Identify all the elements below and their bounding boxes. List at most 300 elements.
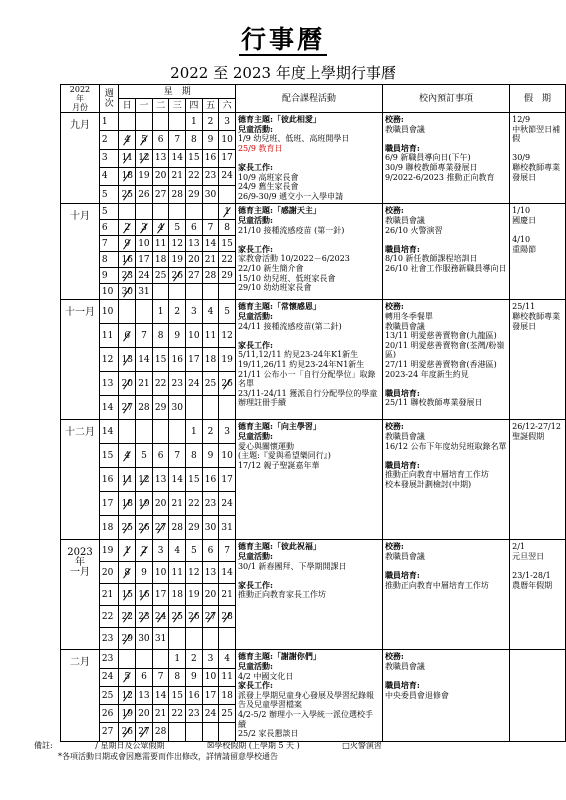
calendar-week-row (61, 300, 566, 324)
calendar-day: 25 (202, 372, 219, 396)
calendar-day: 18 (169, 584, 186, 606)
calendar-day: 12 (186, 562, 203, 584)
calendar-day: 15 (219, 236, 236, 252)
month-holiday: 12/9 中秋節翌日補假 30/9 聯校教師專業發展日 (510, 113, 566, 204)
calendar-day: 19 (136, 167, 153, 185)
week-number: 9 (99, 268, 119, 284)
calendar-day: 30 (202, 516, 219, 540)
calendar-day: 3 (152, 540, 169, 562)
calendar-day: 28 (169, 516, 186, 540)
calendar-day: 27 (186, 268, 203, 284)
calendar-day: 1 (169, 650, 186, 668)
calendar-day: 18 (152, 252, 169, 268)
calendar-day: 27 (136, 723, 153, 741)
month-label: 九月 (61, 113, 100, 204)
calendar-day: 21 (169, 167, 186, 185)
calendar-day: 27 (119, 396, 136, 420)
calendar-day: 6 (119, 324, 136, 348)
calendar-day: 25 (219, 705, 236, 723)
month-school: 校務: 轉用冬季餐單 教職員會議 13/11 明愛慈善賣物會(九龍區) 20/11 明愛慈善賣物會(荃灣/粉嶺區) 27/11 明愛慈善賣物會(香港區) 2023-24 年度新生約見 職員培育: 25/11 聯校教師專業發展日 (382, 300, 509, 420)
calendar-day: 15 (186, 468, 203, 492)
calendar-day: 25 (152, 268, 169, 284)
calendar-day: 26 (186, 606, 203, 628)
calendar-day: 23 (186, 705, 203, 723)
calendar-day: 16 (202, 149, 219, 167)
calendar-day (202, 396, 219, 420)
calendar-day: 13 (186, 236, 203, 252)
calendar-day: 17 (152, 584, 169, 606)
calendar-day: 16 (169, 348, 186, 372)
calendar-day: 26 (119, 723, 136, 741)
calendar-day: 11 (152, 236, 169, 252)
calendar-day: 16 (202, 468, 219, 492)
calendar-day: 28 (152, 723, 169, 741)
calendar-day: 24 (219, 492, 236, 516)
calendar-day: 24 (152, 606, 169, 628)
week-number: 10 (99, 300, 119, 324)
calendar-day: 18 (119, 492, 136, 516)
month-activities: 德育主題:「彼此相愛」 兒童活動: 1/9 幼兒班、低班、高班開學日 25/9 教育日 家長工作: 10/9 高班家長會 24/9 舊生家長會 26/9-30/9 遞交小一入學申請 (235, 113, 382, 204)
month-holiday: 25/11 聯校教師專業發展日 (510, 300, 566, 420)
calendar-day: 19 (119, 705, 136, 723)
calendar-day (219, 284, 236, 300)
calendar-day: 30 (119, 284, 136, 300)
month-school: 校務: 教職員會議 職員培育: 6/9 新職員導向日(下午) 30/9 聯校教師專業發展日 9/2022-6/2023 推動正向教育 (382, 113, 509, 204)
week-number: 12 (99, 348, 119, 372)
month-holiday (510, 650, 566, 741)
calendar-day: 31 (152, 628, 169, 650)
header-holiday: 假 期 (510, 85, 566, 113)
month-school: 校務: 教職員會議 16/12 公布下年度幼兒班取錄名單 職員培育: 推動正向教育中層培育工作坊 校本發展計劃檢討(中期) (382, 420, 509, 540)
calendar-day: 20 (152, 492, 169, 516)
header-day-4: 四 (186, 99, 203, 113)
calendar-day: 23 (202, 167, 219, 185)
calendar-day: 5 (169, 220, 186, 236)
calendar-day: 9 (119, 236, 136, 252)
calendar-day: 20 (202, 584, 219, 606)
calendar-week-row (61, 113, 566, 131)
calendar-day (119, 420, 136, 444)
week-number: 3 (99, 149, 119, 167)
calendar-day: 12 (169, 236, 186, 252)
calendar-day: 13 (119, 348, 136, 372)
month-school: 校務: 教職員會議 職員培育: 推動正向教育中層培育工作坊 (382, 540, 509, 650)
calendar-day (152, 650, 169, 668)
calendar-day: 12 (219, 324, 236, 348)
week-number: 15 (99, 444, 119, 468)
calendar-day (202, 723, 219, 741)
calendar-day: 24 (186, 372, 203, 396)
calendar-day (152, 420, 169, 444)
header-day-2: 二 (152, 99, 169, 113)
calendar-day: 25 (119, 516, 136, 540)
month-activities: 德育主題:「常懷感恩」 兒童活動: 24/11 接種流感疫苗(第二針) 家長工作: 5/11,12/11 約見23-24年K1新生 19/11,26/11 約見23-24年N1新生 21/11 公布小一「自行分配學位」取錄名單 23/11-24/11 獲派自行分配學位的學童辦理註冊手續 (235, 300, 382, 420)
calendar-day (219, 723, 236, 741)
month-activities: 德育主題:「彼此祝福」 兒童活動: 30/1 新春團拜、下學期開課日 家長工作: 推動正向教育家長工作坊 (235, 540, 382, 650)
calendar-day: 21 (169, 492, 186, 516)
calendar-day: 14 (202, 236, 219, 252)
calendar-day: 4 (119, 444, 136, 468)
month-activities: 德育主題:「謝謝你們」 兒童活動: 4/2 中國文化日 家長工作: 派發上學期兒童身心發展及學習紀錄報告及兒童學習檔案 4/2-5/2 辦理小一入學統一派位選校手續 25/2 家長懇談日 (235, 650, 382, 741)
header-day-6: 六 (219, 99, 236, 113)
calendar-day: 10 (186, 324, 203, 348)
week-number: 27 (99, 723, 119, 741)
month-school: 校務: 教職員會議 26/10 火警演習 職員培育: 8/10 新任教師課程培訓日 26/10 社會工作服務新職員導向日 (382, 204, 509, 300)
week-number: 20 (99, 562, 119, 584)
calendar-day: 7 (169, 444, 186, 468)
calendar-day: 23 (202, 492, 219, 516)
month-holiday: 1/10 國慶日 4/10 重陽節 (510, 204, 566, 300)
calendar-day: 9 (202, 444, 219, 468)
month-label: 二月 (61, 650, 100, 741)
calendar-day (186, 396, 203, 420)
calendar-day: 30 (169, 396, 186, 420)
calendar-day: 21 (136, 372, 153, 396)
calendar-day: 26 (136, 516, 153, 540)
calendar-day: 15 (119, 584, 136, 606)
calendar-day: 30 (136, 628, 153, 650)
calendar-day: 18 (202, 348, 219, 372)
calendar-day: 28 (202, 268, 219, 284)
calendar-day: 24 (136, 268, 153, 284)
week-number: 22 (99, 606, 119, 628)
week-number: 24 (99, 668, 119, 686)
calendar-day: 18 (119, 167, 136, 185)
header-school: 校內預訂事項 (382, 85, 509, 113)
calendar-day: 2 (119, 220, 136, 236)
calendar-day: 10 (136, 236, 153, 252)
calendar-day: 4 (169, 540, 186, 562)
header-activities: 配合課程活動 (235, 85, 382, 113)
calendar-day: 21 (202, 252, 219, 268)
calendar-day: 28 (219, 606, 236, 628)
calendar-day: 6 (186, 220, 203, 236)
calendar-day: 20 (152, 167, 169, 185)
calendar-day (152, 113, 169, 131)
calendar-day (169, 420, 186, 444)
calendar-day: 4 (152, 220, 169, 236)
calendar-day: 8 (186, 444, 203, 468)
calendar-day: 6 (152, 444, 169, 468)
week-number: 5 (99, 204, 119, 220)
calendar-day: 28 (169, 186, 186, 204)
calendar-day (136, 650, 153, 668)
calendar-day: 20 (186, 252, 203, 268)
calendar-day: 31 (136, 284, 153, 300)
calendar-day: 10 (219, 444, 236, 468)
calendar-day: 1 (119, 540, 136, 562)
calendar-day: 9 (186, 668, 203, 686)
calendar-day (136, 300, 153, 324)
week-number: 23 (99, 650, 119, 668)
month-label: 十月 (61, 204, 100, 300)
calendar-day: 15 (152, 348, 169, 372)
calendar-day: 8 (119, 562, 136, 584)
calendar-day: 24 (219, 167, 236, 185)
calendar-day: 8 (169, 668, 186, 686)
calendar-day (169, 723, 186, 741)
calendar-day: 7 (202, 220, 219, 236)
week-number: 5 (99, 186, 119, 204)
calendar-day: 11 (119, 149, 136, 167)
calendar-day: 2 (136, 540, 153, 562)
calendar-day: 22 (152, 372, 169, 396)
calendar-day: 17 (219, 149, 236, 167)
footer-legend (34, 740, 422, 751)
calendar-day (219, 396, 236, 420)
calendar-day: 18 (219, 686, 236, 704)
calendar-day: 22 (119, 606, 136, 628)
calendar-day: 14 (152, 686, 169, 704)
calendar-day: 23 (136, 606, 153, 628)
calendar-day: 19 (169, 252, 186, 268)
calendar-day: 20 (119, 372, 136, 396)
calendar-day: 4 (202, 300, 219, 324)
calendar-day (186, 204, 203, 220)
calendar-day (186, 284, 203, 300)
calendar-week-row (61, 204, 566, 220)
calendar-day: 3 (219, 113, 236, 131)
calendar-day: 5 (136, 444, 153, 468)
calendar-day: 3 (136, 220, 153, 236)
calendar-day: 25 (169, 606, 186, 628)
header-weekday-label: 星 期 (119, 85, 235, 99)
week-number: 16 (99, 468, 119, 492)
calendar-day (169, 628, 186, 650)
calendar-day: 23 (119, 268, 136, 284)
calendar-day: 20 (136, 705, 153, 723)
week-number: 1 (99, 113, 119, 131)
calendar-day: 14 (169, 468, 186, 492)
calendar-day: 8 (186, 131, 203, 149)
calendar-day: 16 (136, 584, 153, 606)
footer-legend-school-holiday: ☒學校假期 (上學期 5 天 ) (207, 741, 300, 750)
calendar-day: 12 (119, 686, 136, 704)
calendar-day: 27 (202, 606, 219, 628)
calendar-day: 3 (202, 650, 219, 668)
calendar-day: 22 (186, 492, 203, 516)
calendar-day: 13 (152, 149, 169, 167)
month-activities: 德育主題:「感謝天主」 兒童活動: 21/10 接種流感疫苗 (第一針) 家長工作: 家教會活動 10/2022－6/2023 22/10 新生簡介會 15/10 幼兒班、低班家長會 29/10 幼幼班家長會 (235, 204, 382, 300)
month-label: 2023 年 一月 (61, 540, 100, 650)
week-number: 14 (99, 420, 119, 444)
calendar-day: 28 (136, 396, 153, 420)
calendar-day: 25 (119, 186, 136, 204)
calendar-day: 15 (186, 149, 203, 167)
calendar-day: 15 (169, 686, 186, 704)
calendar-day: 31 (219, 516, 236, 540)
week-number: 21 (99, 584, 119, 606)
calendar-day: 11 (119, 468, 136, 492)
calendar-day: 6 (202, 540, 219, 562)
calendar-day (202, 204, 219, 220)
week-number: 7 (99, 236, 119, 252)
header-day-3: 三 (169, 99, 186, 113)
footer-legend-fire-drill: □火警演習 (342, 741, 382, 750)
footer-note: *各項活動日期或會因應需要而作出修改，詳情請留意學校通告 (58, 752, 278, 761)
week-number: 17 (99, 492, 119, 516)
month-school: 校務: 教職員會議 職員培育: 中央委員會退修會 (382, 650, 509, 741)
month-label: 十二月 (61, 420, 100, 540)
calendar-day: 14 (136, 348, 153, 372)
calendar-day: 11 (202, 324, 219, 348)
calendar-day: 1 (186, 420, 203, 444)
calendar-day: 30 (202, 186, 219, 204)
calendar-day (169, 113, 186, 131)
calendar-day: 8 (219, 220, 236, 236)
calendar-day: 13 (136, 686, 153, 704)
calendar-day: 29 (186, 186, 203, 204)
header-week: 週 次 (99, 85, 119, 113)
calendar-day: 21 (152, 705, 169, 723)
calendar-day: 5 (136, 131, 153, 149)
calendar-day: 2 (202, 113, 219, 131)
calendar-day: 17 (202, 686, 219, 704)
week-number: 8 (99, 252, 119, 268)
month-holiday: 2/1 元旦翌日 23/1-28/1 農曆年假期 (510, 540, 566, 650)
calendar-day: 12 (136, 149, 153, 167)
month-activities: 德育主題:「向主學習」 兒童活動: 愛心與關懷運動 (主題:『愛與希望樂同行』) 17/12 親子聖誕嘉年華 (235, 420, 382, 540)
calendar-day: 14 (169, 149, 186, 167)
header-day-5: 五 (202, 99, 219, 113)
calendar-day (219, 186, 236, 204)
calendar-week-row (61, 420, 566, 444)
calendar-day (186, 628, 203, 650)
calendar-day: 27 (152, 516, 169, 540)
header-day-0: 日 (119, 99, 136, 113)
calendar-day: 6 (152, 131, 169, 149)
calendar-day: 27 (152, 186, 169, 204)
month-holiday: 26/12-27/12 聖誕假期 (510, 420, 566, 540)
calendar-day (136, 420, 153, 444)
calendar-day: 6 (136, 668, 153, 686)
calendar-day (169, 204, 186, 220)
calendar-day: 7 (169, 131, 186, 149)
calendar-day: 26 (219, 372, 236, 396)
calendar-day: 12 (136, 468, 153, 492)
calendar-day: 11 (169, 562, 186, 584)
week-number: 4 (99, 167, 119, 185)
calendar-day (119, 650, 136, 668)
calendar-day (136, 204, 153, 220)
calendar-day: 5 (219, 300, 236, 324)
calendar-day: 9 (202, 131, 219, 149)
calendar-day: 10 (152, 562, 169, 584)
calendar-day: 17 (136, 252, 153, 268)
calendar-day: 26 (136, 186, 153, 204)
calendar-day: 5 (119, 668, 136, 686)
footer-note-label: 備註: (34, 741, 53, 750)
week-number: 25 (99, 686, 119, 704)
calendar-day: 2 (186, 650, 203, 668)
calendar-day: 13 (202, 562, 219, 584)
calendar-day: 22 (169, 705, 186, 723)
calendar-day (169, 284, 186, 300)
week-number: 26 (99, 705, 119, 723)
footer-legend-sunday: / 星期日及公眾假期 (95, 741, 165, 750)
week-number: 18 (99, 516, 119, 540)
calendar-day: 16 (119, 252, 136, 268)
calendar-day: 10 (202, 668, 219, 686)
calendar-day: 1 (219, 204, 236, 220)
page-title: 行事曆 (240, 25, 325, 54)
calendar-day: 21 (219, 584, 236, 606)
calendar-day: 9 (136, 562, 153, 584)
calendar-day: 2 (169, 300, 186, 324)
calendar-day: 16 (186, 686, 203, 704)
calendar-day: 22 (186, 167, 203, 185)
calendar-day: 7 (219, 540, 236, 562)
calendar-day: 23 (169, 372, 186, 396)
calendar-day: 19 (136, 492, 153, 516)
calendar-day: 3 (186, 300, 203, 324)
calendar-day: 1 (186, 113, 203, 131)
calendar-week-row (61, 540, 566, 562)
calendar-day (202, 628, 219, 650)
calendar-day (119, 204, 136, 220)
calendar-day (219, 628, 236, 650)
calendar-day: 24 (202, 705, 219, 723)
week-number: 10 (99, 284, 119, 300)
week-number: 23 (99, 628, 119, 650)
calendar-day: 5 (186, 540, 203, 562)
calendar-table (60, 84, 566, 742)
week-number: 11 (99, 324, 119, 348)
calendar-day: 13 (152, 468, 169, 492)
calendar-day: 22 (219, 252, 236, 268)
calendar-day: 11 (219, 668, 236, 686)
header-day-1: 一 (136, 99, 153, 113)
calendar-week-row (61, 650, 566, 668)
month-label: 十一月 (61, 300, 100, 420)
header-year-month: 2022 年 月份 (61, 85, 100, 113)
calendar-day: 17 (186, 348, 203, 372)
calendar-day (202, 284, 219, 300)
week-number: 2 (99, 131, 119, 149)
calendar-day: 7 (136, 324, 153, 348)
calendar-day: 3 (219, 420, 236, 444)
calendar-day: 9 (169, 324, 186, 348)
week-number: 6 (99, 220, 119, 236)
week-number: 14 (99, 396, 119, 420)
week-number: 13 (99, 372, 119, 396)
calendar-day: 19 (186, 584, 203, 606)
calendar-day: 2 (202, 420, 219, 444)
calendar-day: 4 (119, 131, 136, 149)
week-number: 19 (99, 540, 119, 562)
calendar-day: 29 (186, 516, 203, 540)
calendar-day: 29 (219, 268, 236, 284)
page-subtitle: 2022 至 2023 年度上學期行事曆 (170, 64, 396, 82)
calendar-day (152, 204, 169, 220)
calendar-day: 17 (219, 468, 236, 492)
calendar-day: 7 (152, 668, 169, 686)
calendar-day: 26 (169, 268, 186, 284)
calendar-day (119, 113, 136, 131)
calendar-day: 1 (152, 300, 169, 324)
calendar-day: 19 (219, 348, 236, 372)
calendar-day (136, 113, 153, 131)
calendar-day (119, 300, 136, 324)
calendar-day: 29 (152, 396, 169, 420)
calendar-day: 8 (152, 324, 169, 348)
calendar-day: 10 (219, 131, 236, 149)
calendar-day: 29 (119, 628, 136, 650)
calendar-day (152, 284, 169, 300)
calendar-day: 4 (219, 650, 236, 668)
calendar-day: 14 (219, 562, 236, 584)
calendar-day (186, 723, 203, 741)
